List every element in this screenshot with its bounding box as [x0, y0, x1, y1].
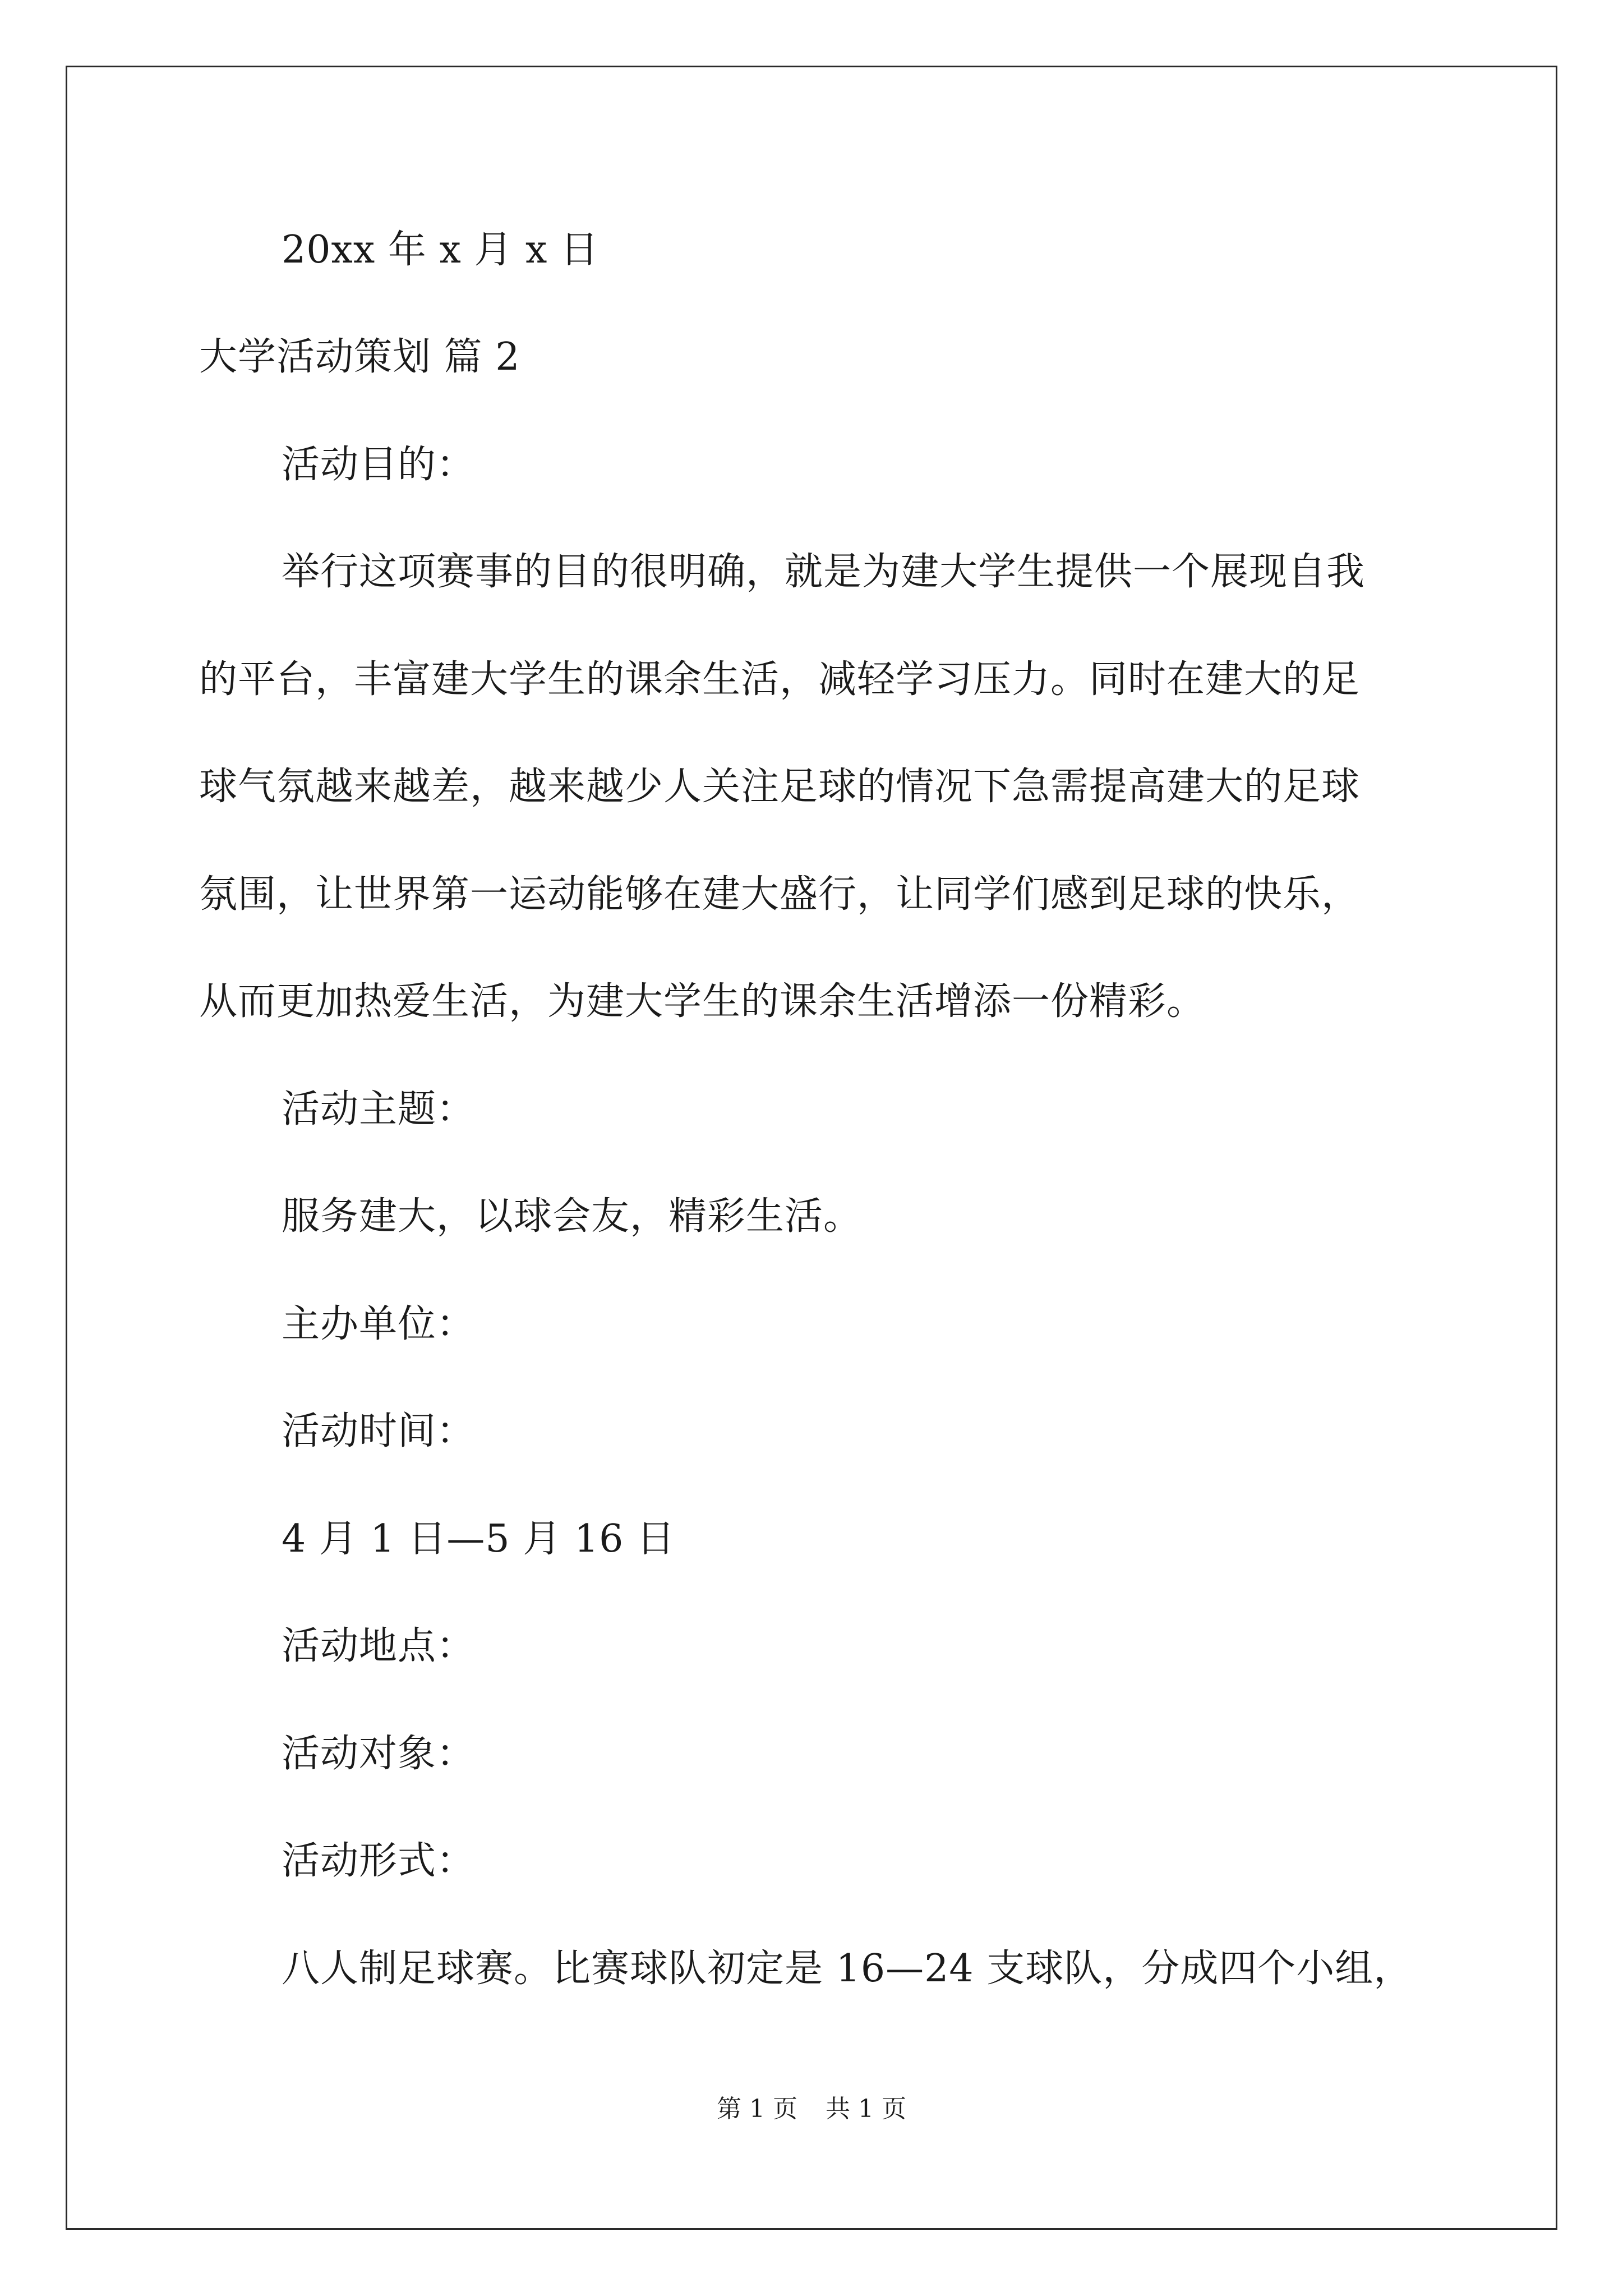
paragraph-line: 举行这项赛事的目的很明确，就是为建大学生提供一个展现自我	[282, 550, 1366, 594]
heading-purpose: 活动目的：	[282, 443, 476, 487]
theme-text: 服务建大，以球会友，精彩生活。	[282, 1194, 863, 1239]
heading-organizer: 主办单位：	[282, 1302, 476, 1346]
date-line: 20xx 年 x 月 x 日	[282, 228, 600, 272]
section-title: 大学活动策划 篇 2	[199, 335, 520, 379]
page-footer	[0, 2097, 1623, 2122]
heading-theme: 活动主题：	[282, 1087, 476, 1131]
heading-audience: 活动对象：	[282, 1732, 476, 1776]
time-text: 4 月 1 日—5 月 16 日	[282, 1517, 676, 1561]
paragraph-line: 氛围，让世界第一运动能够在建大盛行，让同学们感到足球的快乐，	[199, 872, 1361, 917]
format-text: 八人制足球赛。比赛球队初定是 16—24 支球队，分成四个小组，	[282, 1947, 1413, 1991]
page-total: 共 1 页	[826, 2095, 906, 2123]
paragraph-line: 从而更加热爱生活，为建大学生的课余生活增添一份精彩。	[199, 979, 1206, 1024]
paragraph-line: 的平台，丰富建大学生的课余生活，减轻学习压力。同时在建大的足	[199, 657, 1361, 702]
paragraph-line: 球气氛越来越差，越来越少人关注足球的情况下急需提高建大的足球	[199, 765, 1361, 809]
page-border	[66, 66, 1557, 2230]
heading-format: 活动形式：	[282, 1839, 476, 1883]
heading-location: 活动地点：	[282, 1624, 476, 1668]
page-number: 第 1 页	[717, 2095, 797, 2123]
heading-time: 活动时间：	[282, 1409, 476, 1453]
